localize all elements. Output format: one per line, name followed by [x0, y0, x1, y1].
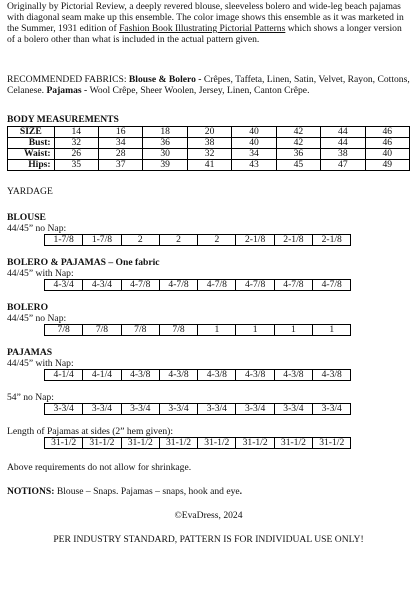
- notions-line: [7, 486, 410, 497]
- yardage-cell: 1-7/8: [83, 235, 121, 246]
- bust-cell: 42: [276, 138, 320, 149]
- blouse-yardage-table: [44, 234, 351, 246]
- hips-cell: 35: [54, 160, 98, 171]
- yardage-cell: 7/8: [121, 325, 159, 336]
- pajamas-54-fabric-width: 54” no Nap:: [7, 392, 54, 403]
- yardage-cell: 7/8: [45, 325, 83, 336]
- intro-text: Originally by Pictorial Review, a deeply revered blouse, sleeveless bolero and wide-leg beach pajamas with diagonal seam make up this ensemble. The color image shows this ensemble as it was marketed in the Summer, 1931 edition of: [7, 1, 404, 34]
- yardage-cell: 4-1/4: [83, 370, 121, 381]
- bust-cell: 32: [54, 138, 98, 149]
- waist-cell: 34: [232, 149, 276, 160]
- size-cell: 16: [99, 127, 143, 138]
- fashion-book-title: Fashion Book Illustrating Pictorial Patterns: [119, 23, 286, 34]
- yardage-cell: 3-3/4: [198, 404, 236, 415]
- yardage-row: [45, 370, 351, 381]
- body-measurements-title: BODY MEASUREMENTS: [7, 114, 119, 125]
- hips-cell: 47: [321, 160, 365, 171]
- size-cell: 20: [187, 127, 231, 138]
- bust-cell: 38: [187, 138, 231, 149]
- recommended-fabrics: [7, 74, 410, 114]
- yardage-cell: 4-3/8: [313, 370, 351, 381]
- bust-cell: 36: [143, 138, 187, 149]
- yardage-cell: 1: [236, 325, 274, 336]
- pajamas-fabric-width: 44/45” with Nap:: [7, 358, 74, 369]
- waist-cell: 32: [187, 149, 231, 160]
- bust-cell: 44: [321, 138, 365, 149]
- size-cell: 18: [143, 127, 187, 138]
- blouse-fabric-width: 44/45” no Nap:: [7, 223, 67, 234]
- yardage-row: [45, 404, 351, 415]
- length-cell: 31-1/2: [83, 438, 121, 449]
- shrinkage-note: Above requirements do not allow for shrinkage.: [7, 462, 192, 473]
- hips-row: [8, 160, 410, 171]
- waist-cell: 26: [54, 149, 98, 160]
- copyright: ©EvaDress, 2024: [174, 510, 243, 521]
- pajamas-with-nap-table: [44, 369, 351, 381]
- waist-cell: 40: [365, 149, 409, 160]
- length-cell: 31-1/2: [45, 438, 83, 449]
- bolero-fabric-width: 44/45” no Nap:: [7, 313, 67, 324]
- bust-cell: 46: [365, 138, 409, 149]
- yardage-cell: 4-3/4: [83, 280, 121, 291]
- yardage-row: [45, 280, 351, 291]
- hips-cell: 39: [143, 160, 187, 171]
- row-label: Hips:: [8, 160, 55, 171]
- pajamas-length-label: Length of Pajamas at sides (2” hem given):: [7, 426, 173, 437]
- size-cell: 40: [232, 127, 276, 138]
- length-cell: 31-1/2: [159, 438, 197, 449]
- yardage-cell: 4-7/8: [236, 280, 274, 291]
- bolero-pajamas-yardage-table: [44, 279, 351, 291]
- yardage-heading: YARDAGE: [7, 186, 53, 197]
- yardage-cell: 1: [313, 325, 351, 336]
- yardage-cell: 7/8: [83, 325, 121, 336]
- fabrics-label: RECOMMENDED FABRICS:: [7, 74, 129, 85]
- yardage-cell: 4-7/8: [159, 280, 197, 291]
- pajamas-fabrics: Wool Crêpe, Sheer Woolen, Jersey, Linen, Canton Crêpe.: [89, 85, 310, 96]
- hips-cell: 43: [232, 160, 276, 171]
- size-cell: 44: [321, 127, 365, 138]
- yardage-cell: 2-1/8: [313, 235, 351, 246]
- yardage-cell: 2: [121, 235, 159, 246]
- length-cell: 31-1/2: [274, 438, 312, 449]
- row-label: SIZE: [8, 127, 55, 138]
- bust-cell: 34: [99, 138, 143, 149]
- yardage-cell: 4-3/8: [236, 370, 274, 381]
- yardage-cell: 3-3/4: [83, 404, 121, 415]
- bolero-yardage-table: [44, 324, 351, 336]
- yardage-cell: 4-3/8: [198, 370, 236, 381]
- yardage-cell: 3-3/4: [274, 404, 312, 415]
- size-cell: 42: [276, 127, 320, 138]
- yardage-cell: 2: [198, 235, 236, 246]
- bolero-title: BOLERO: [7, 302, 49, 313]
- yardage-cell: 4-7/8: [121, 280, 159, 291]
- length-cell: 31-1/2: [198, 438, 236, 449]
- pajamas-fabrics-label: Pajamas -: [46, 85, 90, 96]
- row-label: Waist:: [8, 149, 55, 160]
- yardage-row: [45, 325, 351, 336]
- intro-paragraph: [7, 1, 410, 67]
- yardage-cell: 1-7/8: [45, 235, 83, 246]
- yardage-cell: 1: [198, 325, 236, 336]
- blouse-bolero-label: Blouse & Bolero -: [128, 74, 204, 85]
- size-cell: 46: [365, 127, 409, 138]
- bust-row: [8, 138, 410, 149]
- yardage-cell: 4-3/8: [274, 370, 312, 381]
- row-label: Bust:: [8, 138, 55, 149]
- waist-row: [8, 149, 410, 160]
- yardage-cell: 2-1/8: [236, 235, 274, 246]
- yardage-cell: 3-3/4: [121, 404, 159, 415]
- yardage-cell: 4-3/8: [121, 370, 159, 381]
- length-cell: 31-1/2: [121, 438, 159, 449]
- length-cell: 31-1/2: [313, 438, 351, 449]
- size-row: [8, 127, 410, 138]
- yardage-cell: 7/8: [159, 325, 197, 336]
- usage-notice: PER INDUSTRY STANDARD, PATTERN IS FOR INDIVIDUAL USE ONLY!: [53, 534, 364, 545]
- length-row: [45, 438, 351, 449]
- notions-text: Blouse – Snaps. Pajamas – snaps, hook and eye: [54, 486, 240, 497]
- body-measurements-table: [7, 126, 410, 171]
- yardage-cell: 1: [274, 325, 312, 336]
- length-cell: 31-1/2: [236, 438, 274, 449]
- hips-cell: 37: [99, 160, 143, 171]
- yardage-cell: 3-3/4: [313, 404, 351, 415]
- notions-label: NOTIONS:: [7, 486, 55, 497]
- pajamas-title: PAJAMAS: [7, 347, 53, 358]
- hips-cell: 49: [365, 160, 409, 171]
- yardage-cell: 2: [159, 235, 197, 246]
- yardage-cell: 4-7/8: [313, 280, 351, 291]
- yardage-cell: 4-1/4: [45, 370, 83, 381]
- yardage-cell: 4-7/8: [198, 280, 236, 291]
- yardage-cell: 3-3/4: [236, 404, 274, 415]
- bolero-pajamas-title: BOLERO & PAJAMAS – One fabric: [7, 257, 160, 268]
- yardage-cell: 2-1/8: [274, 235, 312, 246]
- yardage-cell: 3-3/4: [45, 404, 83, 415]
- yardage-cell: 4-3/8: [159, 370, 197, 381]
- notions-end: .: [239, 486, 243, 497]
- waist-cell: 38: [321, 149, 365, 160]
- waist-cell: 28: [99, 149, 143, 160]
- yardage-cell: 4-7/8: [274, 280, 312, 291]
- waist-cell: 30: [143, 149, 187, 160]
- hips-cell: 41: [187, 160, 231, 171]
- intro-text-end: which shows a longer version of a bolero other than what is included in the actual pattern given.: [7, 23, 402, 45]
- size-cell: 14: [54, 127, 98, 138]
- pajamas-length-table: [44, 437, 351, 449]
- blouse-bolero-fabrics: Crêpes, Taffeta, Linen, Satin, Velvet, Rayon, Cottons, Celanese.: [7, 74, 410, 96]
- yardage-cell: 4-3/4: [45, 280, 83, 291]
- bolero-pajamas-fabric-width: 44/45” with Nap:: [7, 268, 74, 279]
- hips-cell: 45: [276, 160, 320, 171]
- pajamas-no-nap-table: [44, 403, 351, 415]
- yardage-row: [45, 235, 351, 246]
- yardage-cell: 3-3/4: [159, 404, 197, 415]
- bust-cell: 40: [232, 138, 276, 149]
- waist-cell: 36: [276, 149, 320, 160]
- blouse-title: BLOUSE: [7, 212, 46, 223]
